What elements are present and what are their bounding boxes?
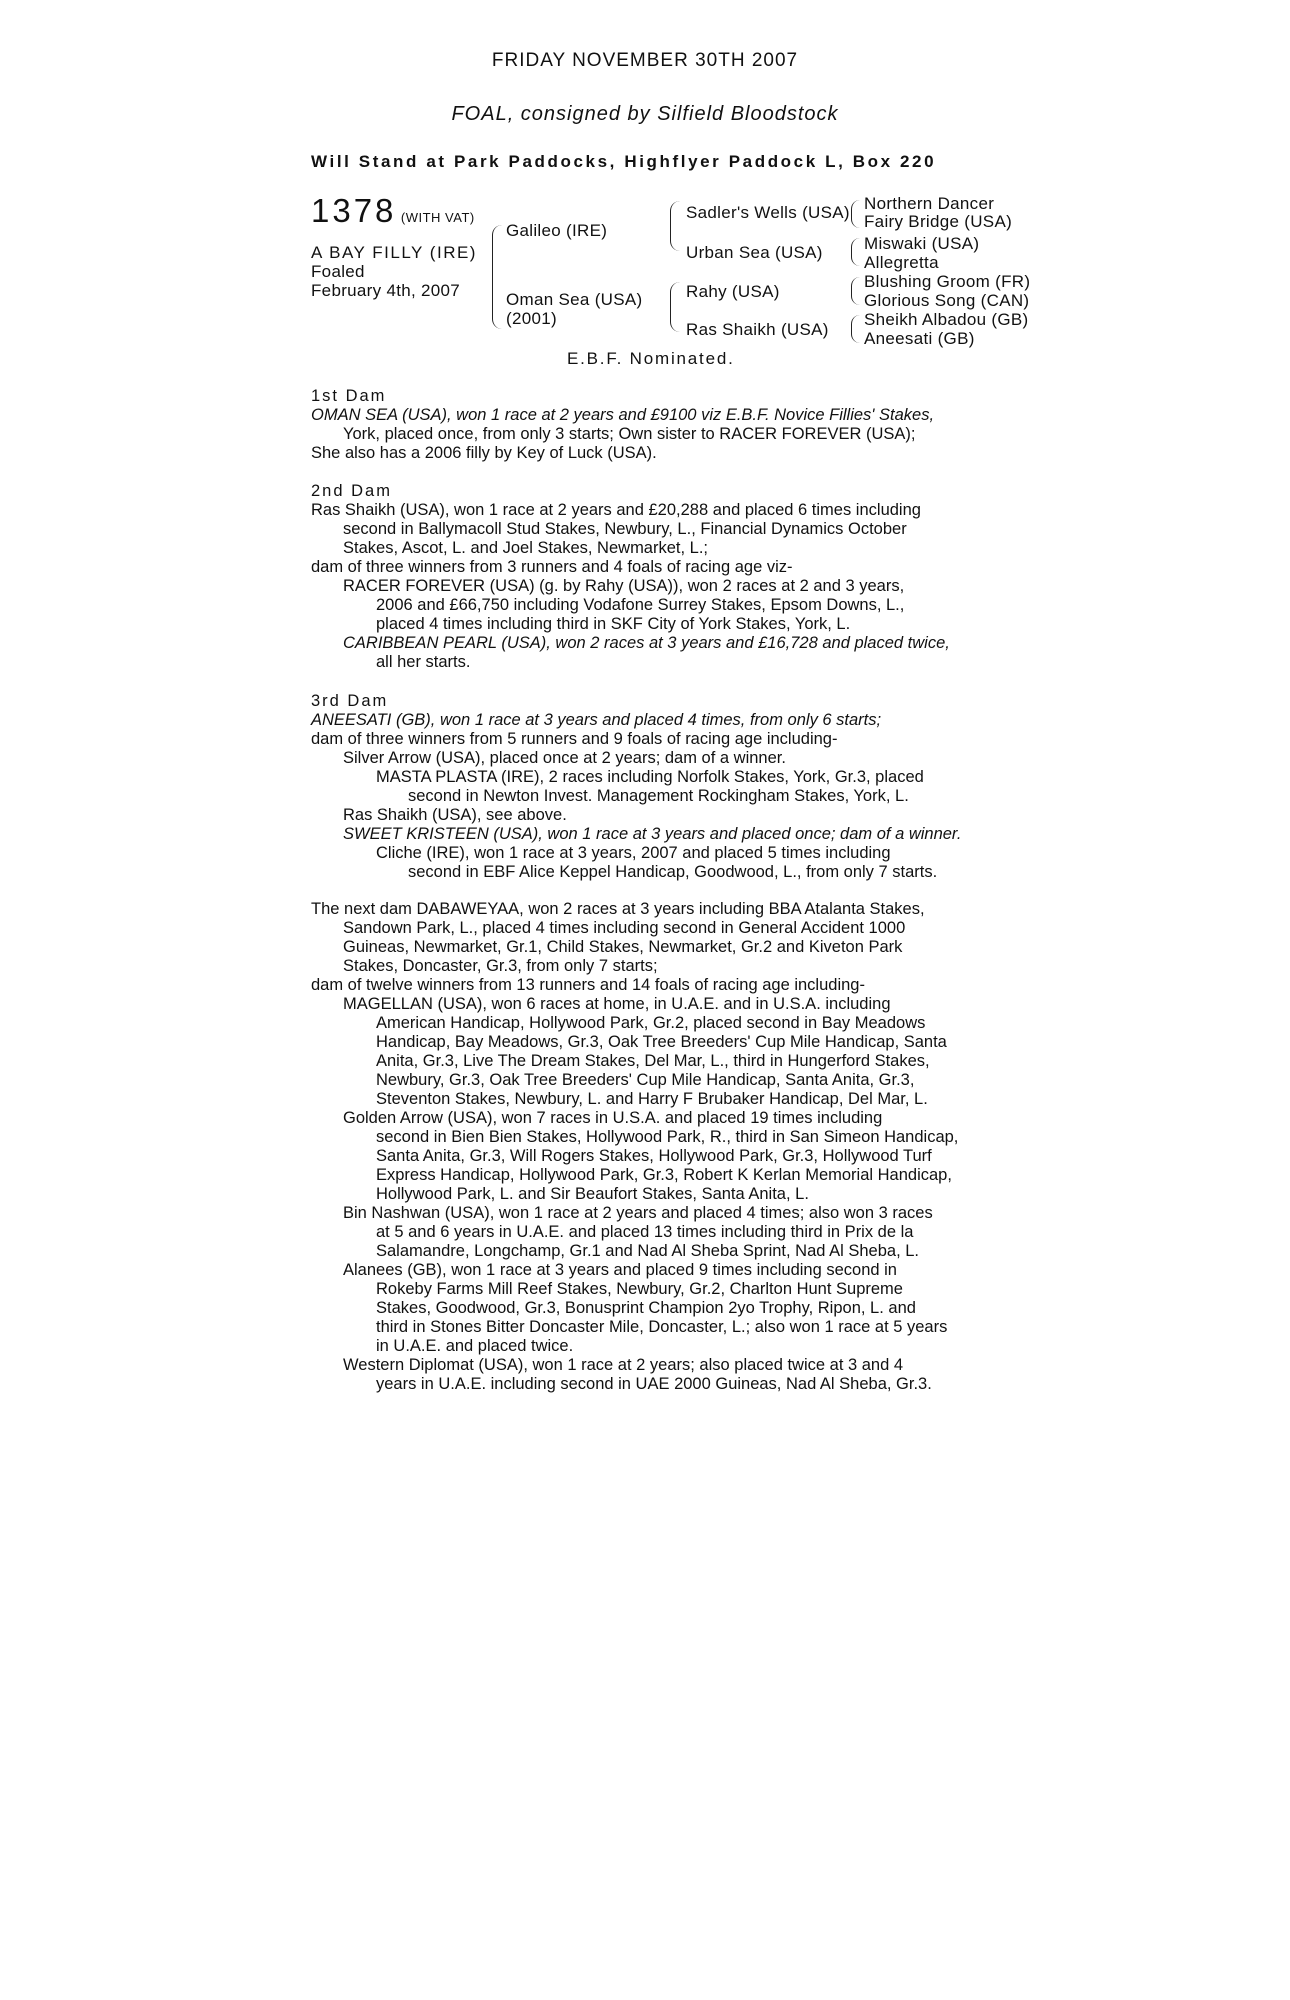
third-dam-line: MASTA PLASTA (IRE), 2 races including Norfolk Stakes, York, Gr.3, placed (376, 768, 924, 786)
second-dam-line: 2006 and £66,750 including Vodafone Surrey Stakes, Epsom Downs, L., (376, 596, 905, 614)
second-dam-line: CARIBBEAN PEARL (USA), won 2 races at 3 years and £16,728 and placed twice, (343, 634, 950, 652)
second-dam-line: second in Ballymacoll Stud Stakes, Newbury, L., Financial Dynamics October (343, 520, 907, 538)
consignor-line: FOAL, consigned by Silfield Bloodstock (451, 103, 839, 125)
third-dam-line: SWEET KRISTEEN (USA), won 1 race at 3 years and placed once; dam of a winner. (343, 825, 962, 843)
third-dam-section (311, 692, 991, 882)
pedigree-bracket (851, 238, 860, 266)
next-dam-line: Bin Nashwan (USA), won 1 race at 2 years and placed 4 times; also won 3 races (343, 1204, 933, 1222)
next-dam-line: The next dam DABAWEYAA, won 2 races at 3 years including BBA Atalanta Stakes, (311, 900, 925, 918)
pedigree-dsd: Glorious Song (CAN) (864, 291, 1030, 310)
next-dam-line: Rokeby Farms Mill Reef Stakes, Newbury, Gr.2, Charlton Hunt Supreme (376, 1280, 903, 1298)
pedigree-sire: Galileo (IRE) (506, 221, 608, 240)
first-dam-line: York, placed once, from only 3 starts; Own sister to RACER FOREVER (USA); (343, 425, 916, 443)
pedigree-bracket (670, 201, 681, 251)
next-dam-line: Hollywood Park, L. and Sir Beaufort Stakes, Santa Anita, L. (376, 1185, 809, 1203)
lot-number: 1378 (311, 192, 397, 229)
next-dam-line: American Handicap, Hollywood Park, Gr.2, placed second in Bay Meadows (376, 1014, 926, 1032)
sale-date: FRIDAY NOVEMBER 30TH 2007 (491, 50, 799, 71)
first-dam-line: She also has a 2006 filly by Key of Luck (USA). (311, 444, 657, 462)
second-dam-line: dam of three winners from 3 runners and 4 foals of racing age viz- (311, 558, 793, 576)
pedigree-bracket (851, 315, 860, 343)
foaled-label: Foaled (311, 262, 365, 281)
next-dam-line: Salamandre, Longchamp, Gr.1 and Nad Al Sheba Sprint, Nad Al Sheba, L. (376, 1242, 920, 1260)
pedigree-dam: Oman Sea (USA) (506, 290, 643, 309)
third-dam-line: second in EBF Alice Keppel Handicap, Goodwood, L., from only 7 starts. (408, 863, 938, 881)
next-dam-line: Sandown Park, L., placed 4 times including second in General Accident 1000 (343, 919, 906, 937)
pedigree-dam-dam: Ras Shaikh (USA) (686, 320, 829, 339)
next-dam-line: Anita, Gr.3, Live The Dream Stakes, Del Mar, L., third in Hungerford Stakes, (376, 1052, 930, 1070)
pedigree-sss: Northern Dancer (864, 194, 995, 213)
next-dam-line: years in U.A.E. including second in UAE 2000 Guineas, Nad Al Sheba, Gr.3. (376, 1375, 932, 1393)
next-dam-line: MAGELLAN (USA), won 6 races at home, in U.A.E. and in U.S.A. including (343, 995, 891, 1013)
next-dam-line: Golden Arrow (USA), won 7 races in U.S.A. and placed 19 times including (343, 1109, 883, 1127)
first-dam-line: OMAN SEA (USA), won 1 race at 2 years and £9100 viz E.B.F. Novice Fillies' Stakes, (311, 406, 935, 424)
next-dam-line: Stakes, Doncaster, Gr.3, from only 7 starts; (343, 957, 658, 975)
pedigree-bracket (492, 225, 503, 329)
third-dam-line: second in Newton Invest. Management Rockingham Stakes, York, L. (408, 787, 909, 805)
pedigree-bracket (851, 277, 860, 305)
pedigree-ddd: Aneesati (GB) (864, 329, 975, 348)
next-dam-line: third in Stones Bitter Doncaster Mile, Doncaster, L.; also won 1 race at 5 years (376, 1318, 948, 1336)
pedigree-dam-sire: Rahy (USA) (686, 282, 780, 301)
third-dam-line: dam of three winners from 5 runners and 9 foals of racing age including- (311, 730, 838, 748)
pedigree-dds: Sheikh Albadou (GB) (864, 310, 1029, 329)
second-dam-line: placed 4 times including third in SKF City of York Stakes, York, L. (376, 615, 851, 633)
pedigree-sire-sire: Sadler's Wells (USA) (686, 203, 850, 222)
third-dam-line: Cliche (IRE), won 1 race at 3 years, 2007 and placed 5 times including (376, 844, 891, 862)
next-dam-line: Santa Anita, Gr.3, Will Rogers Stakes, Hollywood Park, Gr.3, Hollywood Turf (376, 1147, 932, 1165)
first-dam-heading: 1st Dam (311, 387, 387, 405)
next-dam-line: Stakes, Goodwood, Gr.3, Bonusprint Champion 2yo Trophy, Ripon, L. and (376, 1299, 916, 1317)
next-dam-line: Western Diplomat (USA), won 1 race at 2 years; also placed twice at 3 and 4 (343, 1356, 904, 1374)
second-dam-line: RACER FOREVER (USA) (g. by Rahy (USA)), won 2 races at 2 and 3 years, (343, 577, 905, 595)
pedigree-dss: Blushing Groom (FR) (864, 272, 1031, 291)
next-dam-line: Steventon Stakes, Newbury, L. and Harry F Brubaker Handicap, Del Mar, L. (376, 1090, 928, 1108)
next-dam-line: Express Handicap, Hollywood Park, Gr.3, Robert K Kerlan Memorial Handicap, (376, 1166, 952, 1184)
pedigree-sdd: Allegretta (864, 253, 939, 272)
second-dam-section (311, 482, 991, 672)
stabling-location: Will Stand at Park Paddocks, Highflyer Paddock L, Box 220 (311, 152, 937, 171)
pedigree-bracket (851, 200, 860, 228)
lot-heading (311, 192, 475, 230)
next-dam-line: in U.A.E. and placed twice. (376, 1337, 574, 1355)
second-dam-line: all her starts. (376, 653, 471, 671)
pedigree-bracket (670, 282, 681, 332)
next-dam-line: Guineas, Newmarket, Gr.1, Child Stakes, Newmarket, Gr.2 and Kiveton Park (343, 938, 903, 956)
pedigree-dam-year: (2001) (506, 309, 557, 328)
second-dam-line: Stakes, Ascot, L. and Joel Stakes, Newmarket, L.; (343, 539, 709, 557)
third-dam-line: ANEESATI (GB), won 1 race at 3 years and placed 4 times, from only 6 starts; (311, 711, 882, 729)
third-dam-line: Ras Shaikh (USA), see above. (343, 806, 567, 824)
next-dam-section (311, 900, 991, 1394)
third-dam-line: Silver Arrow (USA), placed once at 2 years; dam of a winner. (343, 749, 786, 767)
first-dam-section (311, 387, 991, 463)
next-dam-line: Alanees (GB), won 1 race at 3 years and placed 9 times including second in (343, 1261, 897, 1279)
pedigree-sire-dam: Urban Sea (USA) (686, 243, 823, 262)
next-dam-line: dam of twelve winners from 13 runners and 14 foals of racing age including- (311, 976, 865, 994)
next-dam-line: Newbury, Gr.3, Oak Tree Breeders' Cup Mile Handicap, Santa Anita, Gr.3, (376, 1071, 915, 1089)
third-dam-heading: 3rd Dam (311, 692, 389, 710)
second-dam-heading: 2nd Dam (311, 482, 392, 500)
pedigree-sds: Miswaki (USA) (864, 234, 980, 253)
second-dam-line: Ras Shaikh (USA), won 1 race at 2 years and £20,288 and placed 6 times including (311, 501, 921, 519)
ebf-nominated: E.B.F. Nominated. (567, 349, 735, 368)
vat-note: (WITH VAT) (400, 210, 475, 225)
next-dam-line: at 5 and 6 years in U.A.E. and placed 13 times including third in Prix de la (376, 1223, 914, 1241)
foaled-date: February 4th, 2007 (311, 281, 461, 300)
next-dam-line: second in Bien Bien Stakes, Hollywood Park, R., third in San Simeon Handicap, (376, 1128, 959, 1146)
pedigree-ssd: Fairy Bridge (USA) (864, 212, 1013, 231)
next-dam-line: Handicap, Bay Meadows, Gr.3, Oak Tree Breeders' Cup Mile Handicap, Santa (376, 1033, 947, 1051)
lot-name: A BAY FILLY (IRE) (311, 243, 477, 262)
